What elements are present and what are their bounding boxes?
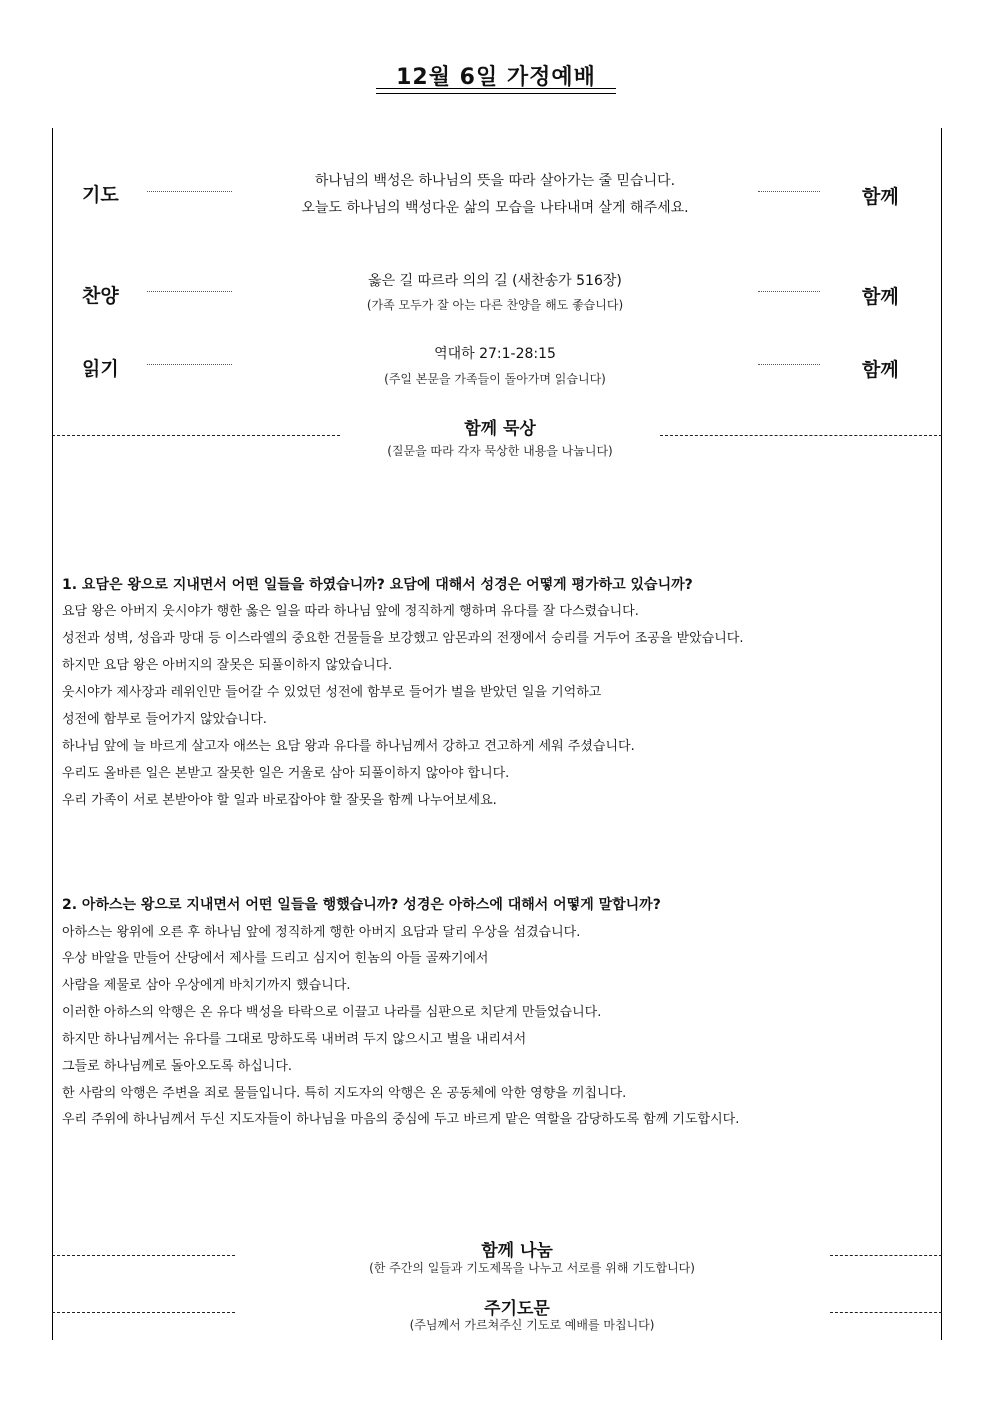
reading-line-2: (주일 본문을 가족들이 돌아가며 읽습니다) xyxy=(384,372,606,386)
row-label-reading: 읽기 xyxy=(82,358,119,380)
answer-line: 이러한 아하스의 악행은 온 유다 백성을 타락으로 이끌고 나라를 심판으로 치닫게 만들었습니다. xyxy=(62,1005,602,1020)
leader-dots xyxy=(147,191,232,192)
title-underline xyxy=(376,88,616,89)
leader-dots xyxy=(147,291,232,292)
row-with-praise: 함께 xyxy=(862,286,899,308)
row-with-reading: 함께 xyxy=(862,359,899,381)
answer-line: 사람을 제물로 삼아 우상에게 바치기까지 했습니다. xyxy=(62,978,351,993)
answer-line: 성전에 함부로 들어가지 않았습니다. xyxy=(62,712,267,727)
leader-dots xyxy=(758,191,820,192)
meditation-subtitle: (질문을 따라 각자 묵상한 내용을 나눕니다) xyxy=(387,444,613,458)
praise-line-2: (가족 모두가 잘 아는 다른 찬양을 해도 좋습니다) xyxy=(366,298,624,312)
lords-prayer-subtitle: (주님께서 가르쳐주신 기도로 예배를 마칩니다) xyxy=(409,1318,655,1332)
answer-line: 요담 왕은 아버지 웃시야가 행한 옳은 일을 따라 하나님 앞에 정직하게 행하며 유다를 잘 다스렸습니다. xyxy=(62,604,639,619)
answer-line: 하지만 하나님께서는 유다를 그대로 망하도록 내버려 두지 않으시고 벌을 내리셔서 xyxy=(62,1032,527,1047)
answer-line: 한 사람의 악행은 주변을 죄로 물들입니다. 특히 지도자의 악행은 온 공동체에 악한 영향을 끼칩니다. xyxy=(62,1086,627,1101)
answer-line: 성전과 성벽, 성읍과 망대 등 이스라엘의 중요한 건물들을 보강했고 암몬과의 전쟁에서 승리를 거두어 조공을 받았습니다. xyxy=(62,631,744,646)
prayer-line-2: 오늘도 하나님의 백성다운 삶의 모습을 나타내며 살게 해주세요. xyxy=(301,200,689,216)
praise-line-1: 옳은 길 따르라 의의 길 (새찬송가 516장) xyxy=(368,273,622,289)
row-label-prayer: 기도 xyxy=(82,184,119,206)
meditation-title: 함께 묵상 xyxy=(464,419,536,439)
answer-line: 우리 주위에 하나님께서 두신 지도자들이 하나님을 마음의 중심에 두고 바르게 맡은 역할을 감당하도록 함께 기도합시다. xyxy=(62,1112,740,1127)
title-underline-2 xyxy=(376,93,616,94)
answer-line: 우리도 올바른 일은 본받고 잘못한 일은 거울로 삼아 되풀이하지 않아야 합니다. xyxy=(62,766,510,781)
question-1: 1. 요담은 왕으로 지내면서 어떤 일들을 하였습니까? 요담에 대해서 성경은 어떻게 평가하고 있습니까? xyxy=(62,577,693,593)
answer-line: 우리 가족이 서로 본받아야 할 일과 바로잡아야 할 잘못을 함께 나누어보세요. xyxy=(62,793,497,808)
answer-line: 그들로 하나님께로 돌아오도록 하십니다. xyxy=(62,1059,293,1074)
leader-dots xyxy=(147,364,232,365)
answer-line: 웃시야가 제사장과 레위인만 들어갈 수 있었던 성전에 함부로 들어가 벌을 받았던 일을 기억하고 xyxy=(62,685,602,700)
page-title: 12월 6일 가정예배 xyxy=(396,65,596,90)
answer-line: 하지만 요담 왕은 아버지의 잘못은 되풀이하지 않았습니다. xyxy=(62,658,393,673)
right-border xyxy=(941,128,942,1340)
left-border xyxy=(52,128,53,1340)
lords-prayer-title: 주기도문 xyxy=(484,1299,550,1319)
question-2: 2. 아하스는 왕으로 지내면서 어떤 일들을 행했습니까? 성경은 아하스에 대해서 어떻게 말합니까? xyxy=(62,897,661,913)
answer-line: 아하스는 왕위에 오른 후 하나님 앞에 정직하게 행한 아버지 요담과 달리 우상을 섬겼습니다. xyxy=(62,925,581,940)
sharing-title: 함께 나눔 xyxy=(481,1241,553,1261)
leader-dots xyxy=(758,291,820,292)
section-divider xyxy=(660,435,942,436)
row-label-praise: 찬양 xyxy=(82,285,119,307)
leader-dots xyxy=(758,364,820,365)
answer-line: 하나님 앞에 늘 바르게 살고자 애쓰는 요담 왕과 유다를 하나님께서 강하고 견고하게 세워 주셨습니다. xyxy=(62,739,635,754)
row-with-prayer: 함께 xyxy=(862,186,899,208)
section-divider xyxy=(52,1255,235,1256)
section-divider xyxy=(52,435,340,436)
section-divider xyxy=(830,1312,942,1313)
prayer-line-1: 하나님의 백성은 하나님의 뜻을 따라 살아가는 줄 믿습니다. xyxy=(314,173,676,189)
reading-line-1: 역대하 27:1-28:15 xyxy=(434,346,556,362)
section-divider xyxy=(830,1255,942,1256)
answer-line: 우상 바알을 만들어 산당에서 제사를 드리고 심지어 힌놈의 아들 골짜기에서 xyxy=(62,951,489,966)
sharing-subtitle: (한 주간의 일들과 기도제목을 나누고 서로를 위해 기도합니다) xyxy=(369,1261,695,1275)
section-divider xyxy=(52,1312,235,1313)
